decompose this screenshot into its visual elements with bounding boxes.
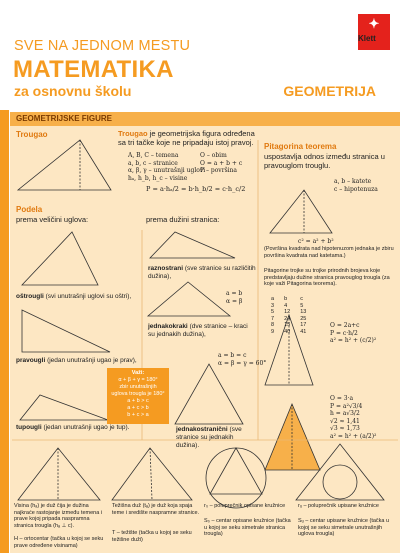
formula-line: a² = h² + (c/2)² [330, 337, 377, 344]
vazi-line: uglova trougla je 180° [111, 391, 165, 397]
by-side-label: prema dužini stranica: [146, 215, 220, 224]
legend-line: a, b, c – stranice [128, 159, 178, 167]
legend-line: A, B, C – temena [128, 152, 179, 159]
trougao-intro-bold: Trougao [118, 129, 148, 138]
heading-podela: Podela [16, 205, 43, 214]
jednakostranicni-note: (sve stranice su jednakih dužina). [176, 426, 242, 449]
s0-text: S₀ – centar opisane kružnice (tačka u kojoj se seku simetrale stranica trougla) [204, 518, 291, 537]
triangle-equi-formula [265, 404, 320, 470]
formula-line: O = 3·a [330, 395, 354, 402]
formula-line: O = 2a+c [330, 322, 360, 329]
formula-line: P = c·h/2 [330, 329, 358, 337]
circumscribed-circle [206, 448, 266, 508]
triples-intro: Pitagorine trojke su trojke prirodnih brojeva koje predstavljaju dužine stranica pravouglog trougla (za koje važi Pitagorina teorema). [264, 268, 390, 287]
formula-line: α = β [226, 297, 243, 305]
by-angle-label: prema veličini uglova: [16, 215, 89, 224]
formula-line: a = b [226, 290, 243, 297]
pythagorean-triples-table [266, 296, 311, 335]
trougao-legend2 [200, 152, 242, 175]
triangle-acute [22, 232, 98, 285]
r0-text: r₀ – poluprečnik opisane kružnice [204, 503, 286, 509]
vazi-line: zbir unutrašnjih [119, 384, 157, 390]
ru-text: rᵤ – poluprečnik upisane kružnice [298, 503, 379, 509]
legend-line: O = a + b + c [200, 159, 243, 167]
table-row: a b c [271, 296, 303, 302]
pitagora-formula: c² = a² + b² [298, 238, 334, 245]
heading-pitagora: Pitagorina teorema [264, 142, 337, 151]
jednakostranicni-text [176, 426, 256, 450]
area-formula: P = a·hₐ/2 = b·h_b/2 = c·h_c/2 [146, 185, 246, 193]
page-title: MATEMATIKA [13, 56, 174, 83]
triangle-equilateral [175, 364, 243, 424]
pitagora-text: uspostavlja odnos između stranica u pravouglom trouglu. [264, 152, 385, 170]
jednakokraki-note: (dve stranice – kraci su jednakih dužina), [148, 323, 248, 338]
legend-line: hₐ, h_b, h_c – visine [128, 174, 188, 182]
visina-text: Visina (hₐ) je duž čija je dužina najkraće rastojanje između temena i prave kojoj pripada naspramna stranica trougla (hₐ ⊥ c). [14, 503, 103, 529]
jednakostranicni-formulas [218, 352, 266, 367]
pitagora-legend [334, 178, 378, 193]
triangle-circumcircle [210, 448, 262, 494]
teziste-text: T – težište (tačka u kojoj se seku težišne duži) [112, 530, 192, 543]
triangle-main [18, 140, 111, 190]
legend-line: O – obim [200, 152, 227, 159]
heading-trougao: Trougao [16, 130, 48, 139]
vazi-box [107, 368, 169, 424]
topic-label: GEOMETRIJA [283, 83, 376, 99]
jednakokraki-formulas [226, 290, 242, 305]
vazi-line: b + c > a [127, 412, 149, 418]
logo-text: Klett [358, 34, 376, 43]
raznostrani-label: raznostrani [148, 265, 184, 272]
vazi-line: α + β + γ = 180° [118, 377, 158, 383]
raznostrani-text [148, 265, 256, 281]
inscribed-circle [323, 465, 357, 499]
formula-line: P = a²√3/4 [330, 402, 363, 410]
triangle-medians [112, 448, 192, 500]
logo-mark-icon: ✦ [368, 16, 380, 31]
trougao-legend [128, 152, 205, 182]
vazi-title: Važi: [131, 370, 145, 376]
legend-line: α, β, γ – unutrašnji uglovi [128, 167, 206, 174]
jednakostranicni-label: jednakostranični [176, 426, 228, 433]
raznostrani-note: (sve stranice su različitih dužina), [148, 265, 256, 280]
table-row: 8 15 17 [271, 322, 307, 328]
tezisna-text: Težišna duž (tₐ) je duž koja spaja teme i središte naspramne stranice. [112, 503, 200, 516]
formula-line: a = b = c [218, 352, 247, 359]
vazi-line: a + c > b [127, 405, 149, 411]
tupougli-text [16, 424, 140, 432]
iso-formulas [330, 322, 376, 345]
formula-line: √2 ≈ 1,41 [330, 417, 360, 425]
pravougli-note: (jedan unutrašnji ugao je prav), [47, 357, 137, 364]
table-row: 9 40 41 [271, 328, 307, 335]
pitagora-note: (Površina kvadrata nad hipotenuzom jednaka je zbiru površina kvadrata nad katetama.) [264, 246, 394, 259]
formula-line: α = β = γ = 60° [218, 359, 267, 367]
ostrougli-label: oštrougli [16, 293, 44, 300]
pravougli-label: pravougli [16, 357, 46, 364]
table-row: 7 24 25 [271, 315, 307, 322]
trougao-intro-rest: je geometrijska figura određena sa tri tačke koje ne pripadaju istoj pravoj. [118, 129, 255, 147]
section-band-title: GEOMETRIJSKE FIGURE [16, 114, 113, 123]
trougao-definition [118, 129, 256, 147]
triangle-altitudes [18, 448, 100, 500]
formula-line: √3 ≈ 1,73 [330, 425, 360, 432]
ostrougli-note: (svi unutrašnji uglovi su oštri), [45, 293, 132, 300]
equi-formulas [330, 395, 376, 440]
legend-line: P – površina [200, 167, 238, 174]
table-row: 5 12 13 [271, 309, 307, 315]
triangle-obtuse [20, 395, 108, 420]
triangle-right [22, 310, 110, 352]
ortocentar-text: H – ortocentar (tačka u kojoj se seku prave određene visinama) [14, 536, 104, 549]
jednakokraki-label: jednakokraki [148, 323, 188, 330]
legend-line: c – hipotenuza [334, 185, 378, 193]
formula-line: h = a√3/2 [330, 410, 360, 417]
tupougli-note: (jedan unutrašnji ugao je tup). [43, 424, 130, 431]
ostrougli-text [16, 293, 140, 301]
triangle-scalene [150, 232, 235, 258]
legend-line: a, b – katete [334, 178, 372, 185]
table-row: 3 4 5 [271, 302, 304, 309]
triangle-pythagoras [270, 190, 332, 233]
tupougli-label: tupougli [16, 424, 42, 431]
page-subtitle: za osnovnu školu [14, 83, 132, 99]
vazi-line: a + b > c [127, 398, 149, 404]
pravougli-text [16, 357, 140, 365]
jednakokraki-text [148, 323, 256, 339]
header-line1: SVE NA JEDNOM MESTU [14, 38, 191, 54]
triangle-isosceles [148, 282, 230, 316]
formula-line: a² = h² + (a/2)² [330, 432, 377, 440]
su-text: Sᵤ – centar upisane kružnice (tačka u kojoj se seku simetrale unutrašnjih uglova trougla) [298, 518, 390, 537]
